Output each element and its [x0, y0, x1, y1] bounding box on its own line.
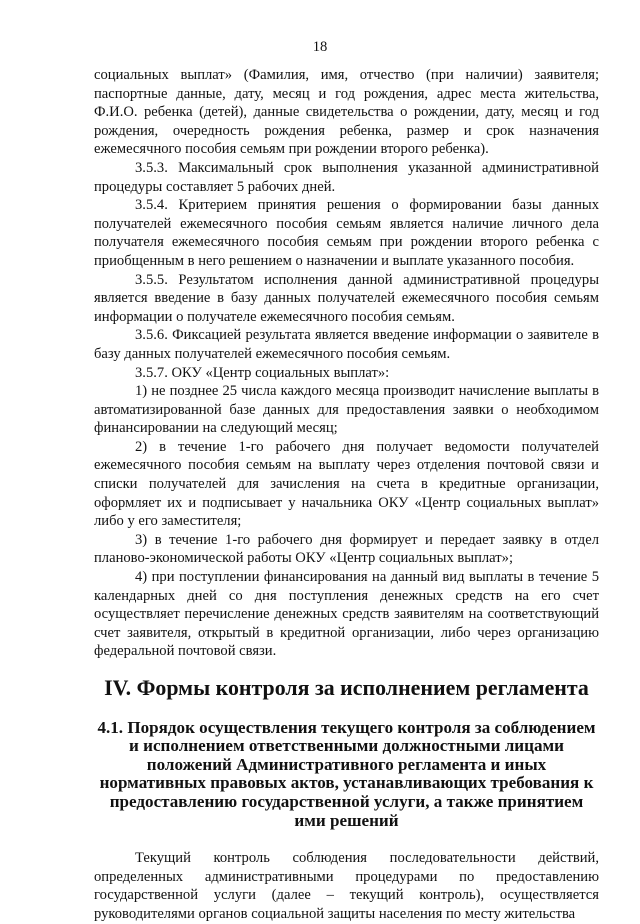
paragraph-current-control: Текущий контроль соблюдения последовательности действий, определенных административными процедурами по предоставлению государственной услуги (далее – текущий контроль), осуществляется руководителями органов социальной защиты населения по месту жительства	[94, 850, 599, 922]
section-heading: IV. Формы контроля за исполнением регламента	[104, 675, 589, 700]
list-item-1: 1) не позднее 25 числа каждого месяца производит начисление выплаты в автоматизированной базе данных для предоставления заявки о необходимом финансировании на следующий месяц;	[94, 383, 599, 437]
paragraph-3-5-3: 3.5.3. Максимальный срок выполнения указанной административной процедуры составляет 5 рабочих дней.	[94, 159, 599, 195]
paragraph-3-5-6: 3.5.6. Фиксацией результата является введение информации о заявителе в базу данных получателей ежемесячного пособия семьям.	[94, 327, 599, 362]
paragraph-3-5-7: 3.5.7. ОКУ «Центр социальных выплат»:	[135, 364, 390, 381]
document-body	[94, 66, 599, 924]
list-item-2: 2) в течение 1-го рабочего дня получает ведомости получателей ежемесячного пособия семьям на выплату через отделения почтовой связи и списки получателей для зачисления на счета в кредитные организации, оформляет их и подписывает у начальника ОКУ «Центр социальных выплат» либо у его заместителя;	[94, 438, 599, 530]
paragraph-applicant-data: социальных выплат» (Фамилия, имя, отчество (при наличии) заявителя; паспортные данные, дату, месяц и год рождения, адрес места жительства, Ф.И.О. ребенка (детей), данные свидетельства о рождении, дату, месяц и год рождения, очередность рождения ребенка, размер и срок назначения ежемесячного пособия семьям при рождении второго ребенка).	[94, 67, 599, 158]
list-item-3: 3) в течение 1-го рабочего дня формирует и передает заявку в отдел планово-экономической работы ОКУ «Центр социальных выплат»;	[94, 531, 599, 567]
subsection-heading: 4.1. Порядок осуществления текущего контроля за соблюдением и исполнением ответственными должностными лицами положений Административного регламента и иных нормативных правовых актов, устанавливающих требования к предоставлению государственной услуги, а также принятием ими решений	[97, 717, 596, 830]
list-item-4: 4) при поступлении финансирования на данный вид выплаты в течение 5 календарных дней со дня поступления денежных средств на его счет осуществляет перечисление денежных средств заявителям на соответствующий счет заявителя, открытый в кредитной организации, либо через организацию федеральной почтовой связи.	[94, 569, 599, 660]
page-number: 18	[312, 39, 328, 55]
paragraph-3-5-4: 3.5.4. Критерием принятия решения о формировании базы данных получателей ежемесячного пособия семьям является наличие личного дела получателя ежемесячного пособия семьям при рождении второго ребенка с приобщенным в него решением о назначении и выплате указанного пособия.	[94, 197, 599, 269]
paragraph-3-5-5: 3.5.5. Результатом исполнения данной административной процедуры является введение в базу данных получателей ежемесячного пособия семьям информации о получателе ежемесячного пособия семьям.	[94, 271, 599, 325]
